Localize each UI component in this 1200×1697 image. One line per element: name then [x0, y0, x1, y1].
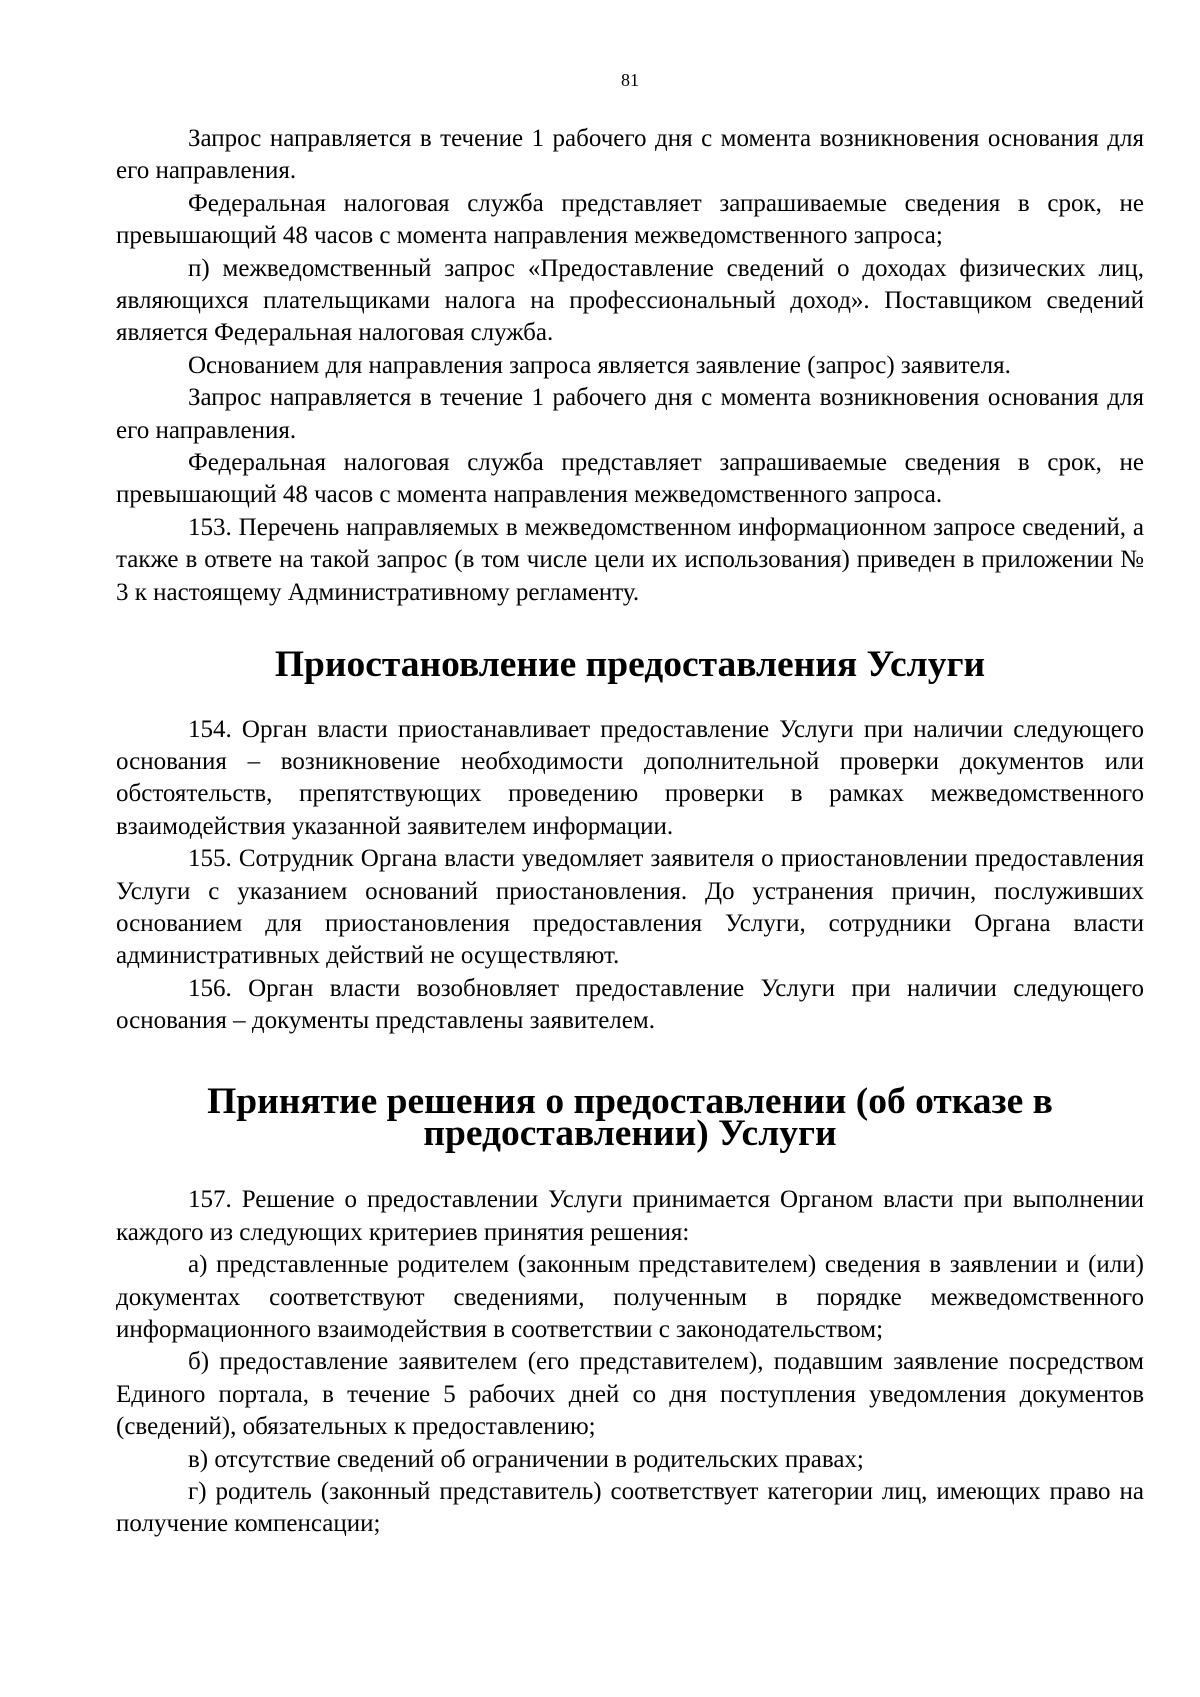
paragraph: 157. Решение о предоставлении Услуги принимается Органом власти при выполнении каждого из следующих критериев принятия решения: [116, 1186, 1144, 1246]
paragraph: Запрос направляется в течение 1 рабочего дня с момента возникновения основания для его направления. [116, 384, 1144, 444]
page-content [116, 123, 1144, 1541]
paragraph: Федеральная налоговая служба представляет запрашиваемые сведения в срок, не превышающий 48 часов с момента направления межведомственного запроса. [116, 449, 1144, 509]
paragraph: 153. Перечень направляемых в межведомственном информационном запросе сведений, а также в ответе на такой запрос (в том числе цели их использования) приведен в приложении № 3 к настоящему Административному регламенту. [116, 513, 1144, 606]
list-item: г) родитель (законный представитель) соответствует категории лиц, имеющих право на получение компенсации; [116, 1478, 1144, 1538]
paragraph: 156. Орган власти возобновляет предоставление Услуги при наличии следующего основания – документы представлены заявителем. [116, 974, 1144, 1035]
list-item: б) предоставление заявителем (его представителем), подавшим заявление посредством Единого портала, в течение 5 рабочих дней со дня поступления уведомления документов (сведений), обязательных к предоставлению; [116, 1348, 1144, 1441]
section-heading-suspension: Приостановление предоставления Услуги [274, 644, 986, 686]
list-item: в) отсутствие сведений об ограничении в родительских правах; [188, 1445, 864, 1473]
page-number: 81 [621, 70, 639, 90]
paragraph: 155. Сотрудник Органа власти уведомляет заявителя о приостановлении предоставления Услуги с указанием оснований приостановления. До устранения причин, послуживших основанием для приостановления предоставления Услуги, сотрудники Органа власти административных действий не осуществляют. [116, 845, 1144, 970]
section-heading-decision: Принятие решения о предоставлении (об отказе в предоставлении) Услуги [207, 1080, 1053, 1154]
paragraph: Запрос направляется в течение 1 рабочего дня с момента возникновения основания для его направления. [116, 125, 1144, 185]
paragraph: 154. Орган власти приостанавливает предоставление Услуги при наличии следующего основания – возникновение необходимости дополнительной проверки документов или обстоятельств, препятствующих проведению проверки в рамках межведомственного взаимодействия указанной заявителем информации. [116, 715, 1144, 840]
paragraph: Основанием для направления запроса является заявление (запрос) заявителя. [188, 351, 1011, 379]
paragraph: п) межведомственный запрос «Предоставление сведений о доходах физических лиц, являющихся плательщиками налога на профессиональный доход». Поставщиком сведений является Федеральная налоговая служба. [116, 254, 1144, 347]
list-item: а) представленные родителем (законным представителем) сведения в заявлении и (или) документах соответствуют сведениями, полученным в порядке межведомственного информационного взаимодействия в соответствии с законодательством; [116, 1251, 1144, 1343]
paragraph: Федеральная налоговая служба представляет запрашиваемые сведения в срок, не превышающий 48 часов с момента направления межведомственного запроса; [116, 189, 1144, 250]
